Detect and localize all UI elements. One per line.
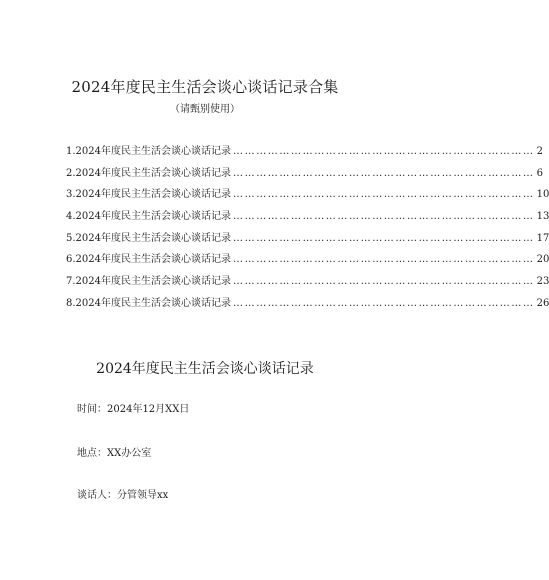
toc-item-text: 2024年度民主生活会谈心谈话记录 [75, 189, 231, 201]
toc-item-8[interactable] [66, 297, 549, 319]
toc-item-number: 6. [66, 254, 76, 266]
meeting-time: 时间：2024年12月XX日 [77, 404, 190, 415]
section-title: 2024年度民主生活会谈心谈话记录 [96, 361, 314, 377]
toc-item-text: 2024年度民主生活会谈心谈话记录 [75, 297, 231, 309]
toc-item-5[interactable] [66, 232, 549, 254]
toc-item-2[interactable] [66, 167, 543, 189]
toc-item-text: 2024年度民主生活会谈心谈话记录 [75, 254, 231, 266]
toc-item-page: 2 [536, 146, 543, 157]
toc-item-text: 2024年度民主生活会谈心谈话记录 [75, 167, 231, 179]
toc-item-number: 3. [66, 189, 76, 201]
toc-item-page: 17 [536, 232, 549, 244]
toc-item-number: 2. [66, 167, 76, 179]
toc-leader-dots: …………………………………………………………………… [233, 211, 535, 223]
toc-item-page: 23 [536, 276, 549, 288]
toc-leader-dots: …………………………………………………………………… [233, 297, 535, 309]
toc-item-text: 2024年度民主生活会谈心谈话记录 [75, 146, 231, 157]
toc-item-1[interactable] [66, 145, 543, 167]
toc-item-7[interactable] [66, 275, 549, 297]
toc-item-number: 4. [66, 211, 76, 223]
toc-leader-dots: …………………………………………………………………… [233, 167, 535, 179]
toc-item-3[interactable] [66, 188, 549, 210]
toc-item-page: 6 [536, 167, 543, 179]
toc-item-number: 1. [66, 146, 76, 157]
toc-leader-dots: …………………………………………………………………… [233, 146, 535, 157]
toc-item-number: 5. [66, 232, 76, 244]
toc-leader-dots: …………………………………………………………………… [233, 254, 535, 266]
meeting-talker: 谈话人：分管领导xx [77, 490, 169, 501]
document-subtitle: （请甄别使用） [170, 104, 240, 115]
toc-item-page: 13 [536, 211, 549, 223]
toc-item-4[interactable] [66, 210, 549, 232]
toc-item-page: 20 [536, 254, 549, 266]
toc-item-text: 2024年度民主生活会谈心谈话记录 [75, 276, 231, 288]
toc-leader-dots: …………………………………………………………………… [233, 232, 535, 244]
toc-item-text: 2024年度民主生活会谈心谈话记录 [75, 211, 231, 223]
toc-item-page: 10 [536, 189, 549, 201]
toc-leader-dots: …………………………………………………………………… [233, 276, 535, 288]
toc-item-page: 26 [536, 297, 549, 309]
toc-leader-dots: …………………………………………………………………… [233, 189, 535, 201]
toc-item-text: 2024年度民主生活会谈心谈话记录 [75, 232, 231, 244]
toc-item-number: 8. [66, 297, 76, 309]
toc-item-number: 7. [66, 276, 76, 288]
table-of-contents [66, 145, 549, 319]
document-title: 2024年度民主生活会谈心谈话记录合集 [71, 78, 339, 96]
toc-item-6[interactable] [66, 253, 549, 275]
meeting-place: 地点：XX办公室 [77, 448, 152, 459]
